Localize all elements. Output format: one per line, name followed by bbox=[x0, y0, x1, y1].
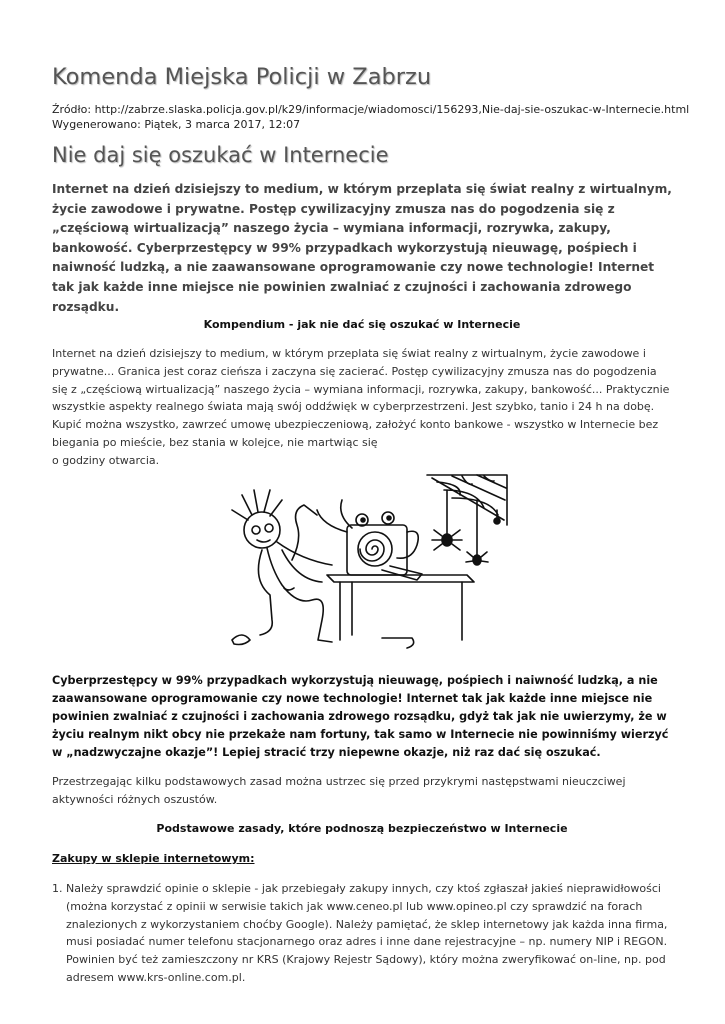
intro-paragraph bbox=[52, 345, 674, 470]
warning-bold-paragraph: Cyberprzestępcy w 99% przypadkach wykorzystują nieuwagę, pośpiech i naiwność ludzką, a nie zaawansowane oprogramowanie czy nowe technologie! Internet tak jak każde inne miejsce nie powinien zwalniać z czujności i zachowania zdrowego rozsądku, gdyż tak jak nie uwierzymy, że w życiu realnym nikt obcy nie przekaże nam fortuny, tak samo w Internecie nie powinniśmy wierzyć w „nadzwyczajne okazje”! Lepiej stracić trzy niepewne okazje, niż raz dać się oszukać. bbox=[52, 674, 669, 759]
article-lead: Internet na dzień dzisiejszy to medium, w którym przeplata się świat realny z wirtualnym, życie zawodowe i prywatne. Postęp cywilizacyjny zmusza nas do pogodzenia się z „częściową wirtualizacją” naszego życia – wymiana informacji, rozrywka, zakupy, bankowość. Cyberprzestępcy w 99% przypadkach wykorzystują nieuwagę, pośpiech i naiwność ludzką, a nie zaawansowane oprogramowanie czy nowe technologie! Internet tak jak każde inne miejsce nie powinien zwalniać z czujności i zachowania zdrowego rozsądku. bbox=[52, 182, 672, 314]
list-item bbox=[52, 880, 674, 987]
person-icon bbox=[232, 490, 332, 642]
subsection-heading-zakupy: Zakupy w sklepie internetowym: bbox=[52, 852, 255, 865]
warning-paragraph: Przestrzegając kilku podstawowych zasad można ustrzec się przed przykrymi następstwami nieuczciwej aktywności różnych oszustów. bbox=[52, 775, 626, 806]
desk-icon bbox=[327, 575, 474, 640]
list-item-number: 1. bbox=[52, 882, 63, 895]
list-item-text: Należy sprawdzić opinie o sklepie - jak przebiegały zakupy innych, czy ktoś zgłaszał jakieś nieprawidłowości (można korzystać z opinii w serwisie takich jak www.ceneo.pl lub www.opineo.pl czy sprawdzić na forach znalezionych z wykorzystaniem choćby Google). Należy pamiętać, że sklep internetowy jak każda inna firma, musi posiadać numer telefonu stacjonarnego oraz adres i inne dane rejestracyjne – np. numery NIP i REGON. Powinien być też zamieszczony nr KRS (Krajowy Rejestr Sądowy), który można zweryfikować on-line, np. pod adresem www.krs-online.com.pl. bbox=[66, 882, 668, 984]
computer-icon bbox=[317, 500, 422, 580]
rules-list bbox=[52, 880, 674, 987]
cartoon-illustration bbox=[222, 470, 522, 655]
generated-line: Wygenerowano: Piątek, 3 marca 2017, 12:07 bbox=[52, 117, 301, 131]
spider-web-icon bbox=[427, 475, 507, 525]
intro-paragraph-text: Internet na dzień dzisiejszy to medium, w którym przeplata się świat realny z wirtualnym, życie zawodowe i prywatne... Granica jest coraz cieńsza i zaczyna się zacierać. Postęp cywilizacyjny zmusza nas do pogodzenia się z „częściową wirtualizacją” naszego życia – wymiana informacji, rozrywka, zakupy, bankowość... Praktycznie wszystkie aspekty realnego świata mają swój oddźwięk w cyberprzestrzeni. Jest szybko, tanio i 24 h na dobę. Kupić można wszystko, zawrzeć umowę ubezpieczeniową, założyć konto bankowe - wszystko w Internecie bez biegania po mieście, bez stania w kolejce, nie martwiąc się bbox=[52, 347, 670, 449]
source-line: Źródło: http://zabrze.slaska.policja.gov.pl/k29/informacje/wiadomosci/156293,Nie-daj-sie-oszukac-w-Internecie.html bbox=[52, 103, 690, 116]
document-meta bbox=[52, 103, 692, 132]
section-heading-zasady: Podstawowe zasady, które podnoszą bezpieczeństwo w Internecie bbox=[156, 822, 568, 835]
spider-icon bbox=[432, 490, 500, 565]
section-heading-kompendium: Kompendium - jak nie dać się oszukać w Internecie bbox=[203, 318, 521, 331]
site-title: Komenda Miejska Policji w Zabrzu bbox=[52, 64, 432, 90]
intro-paragraph-end: o godziny otwarcia. bbox=[52, 453, 160, 467]
article-title: Nie daj się oszukać w Internecie bbox=[52, 143, 389, 167]
